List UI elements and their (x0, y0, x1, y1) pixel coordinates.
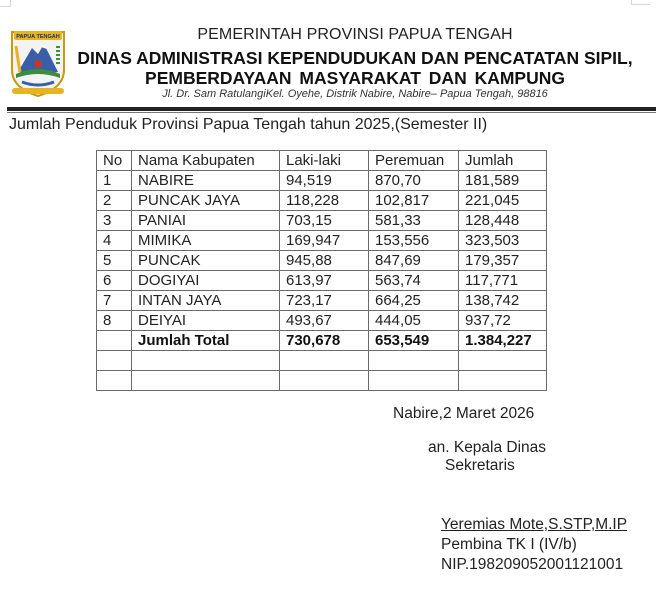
cell-regency: DOGIYAI (132, 271, 280, 291)
header-regency: Nama Kabupaten (132, 151, 280, 171)
signature-on-behalf: an. Kepala Dinas (428, 439, 547, 456)
cell-female: 563,74 (369, 271, 459, 291)
table-row (97, 191, 547, 211)
table-header-row (97, 151, 547, 171)
cell-total: 117,771 (459, 271, 547, 291)
cell-no: 7 (97, 291, 132, 311)
table-row (97, 251, 547, 271)
empty-cell (132, 371, 280, 391)
empty-cell (459, 351, 547, 371)
cell-regency: NABIRE (132, 171, 280, 191)
cell-total: 181,589 (459, 171, 547, 191)
cell-no: 8 (97, 311, 132, 331)
cell-male: 723,17 (280, 291, 369, 311)
cell-total: 221,045 (459, 191, 547, 211)
header-male: Laki-laki (280, 151, 369, 171)
cell-total: 128,448 (459, 211, 547, 231)
cell-no: 2 (97, 191, 132, 211)
cell-female: 102,817 (369, 191, 459, 211)
cell-male: 169,947 (280, 231, 369, 251)
cell-no: 6 (97, 271, 132, 291)
empty-cell (280, 371, 369, 391)
letterhead-address: Jl. Dr. Sam RatulangiKel. Oyehe, Distrik Nabire, Nabire– Papua Tengah, 98816 (162, 88, 548, 100)
table-row (97, 271, 547, 291)
cell-grand-total: 1.384,227 (459, 331, 547, 351)
corner-mark-left (0, 0, 11, 7)
cell-female: 664,25 (369, 291, 459, 311)
signature-place-date: Nabire,2 Maret 2026 (393, 405, 535, 422)
cell-male-total: 730,678 (280, 331, 369, 351)
cell-no: 4 (97, 231, 132, 251)
cell-total: 179,357 (459, 251, 547, 271)
cell-regency: DEIYAI (132, 311, 280, 331)
header-female: Peremuan (369, 151, 459, 171)
cell-regency: PUNCAK JAYA (132, 191, 280, 211)
cell-regency: PUNCAK (132, 251, 280, 271)
emblem-label: PAPUA TENGAH (16, 34, 60, 40)
header-no: No (97, 151, 132, 171)
cell-no: 5 (97, 251, 132, 271)
cell-female: 870,70 (369, 171, 459, 191)
cell-regency: PANIAI (132, 211, 280, 231)
cell-male: 94,519 (280, 171, 369, 191)
emblem-icon (8, 26, 68, 98)
table-empty-row (97, 371, 547, 391)
signatory-nip: NIP.198209052001121001 (441, 556, 624, 573)
cell-female: 581,33 (369, 211, 459, 231)
corner-mark-right (631, 0, 650, 5)
cell-female: 847,69 (369, 251, 459, 271)
cell-female: 153,556 (369, 231, 459, 251)
population-table (96, 150, 547, 391)
header-total: Jumlah (459, 151, 547, 171)
empty-cell (132, 351, 280, 371)
table-row (97, 211, 547, 231)
letterhead-rule-thick (7, 107, 656, 111)
cell-regency: INTAN JAYA (132, 291, 280, 311)
empty-cell (97, 351, 132, 371)
table-empty-row (97, 351, 547, 371)
cell-no: 1 (97, 171, 132, 191)
cell-total-label: Jumlah Total (132, 331, 280, 351)
papua-tengah-emblem (8, 26, 68, 98)
empty-cell (459, 371, 547, 391)
cell-female-total: 653,549 (369, 331, 459, 351)
cell-male: 703,15 (280, 211, 369, 231)
cell-no (97, 331, 132, 351)
table-total-row (97, 331, 547, 351)
empty-cell (97, 371, 132, 391)
letterhead-rule-thin (7, 112, 656, 113)
table-row (97, 171, 547, 191)
cell-female: 444,05 (369, 311, 459, 331)
letterhead-agency-cont: PEMBERDAYAAN MASYARAKAT DAN KAMPUNG (145, 68, 565, 88)
letterhead-agency: DINAS ADMINISTRASI KEPENDUDUKAN DAN PENCATATAN SIPIL, (77, 48, 633, 68)
cell-male: 945,88 (280, 251, 369, 271)
table-row (97, 311, 547, 331)
letterhead-government: PEMERINTAH PROVINSI PAPUA TENGAH (197, 26, 513, 43)
cell-no: 3 (97, 211, 132, 231)
document-title: Jumlah Penduduk Provinsi Papua Tengah tahun 2025,(Semester II) (9, 116, 488, 133)
signature-role: Sekretaris (445, 457, 515, 474)
signatory-name: Yeremias Mote,S.STP,M.IP (441, 516, 628, 533)
signatory-rank: Pembina TK I (IV/b) (441, 536, 577, 553)
table-row (97, 231, 547, 251)
empty-cell (369, 351, 459, 371)
cell-total: 138,742 (459, 291, 547, 311)
cell-male: 118,228 (280, 191, 369, 211)
cell-male: 613,97 (280, 271, 369, 291)
cell-male: 493,67 (280, 311, 369, 331)
empty-cell (369, 371, 459, 391)
table-row (97, 291, 547, 311)
cell-total: 937,72 (459, 311, 547, 331)
cell-total: 323,503 (459, 231, 547, 251)
empty-cell (280, 351, 369, 371)
cell-regency: MIMIKA (132, 231, 280, 251)
